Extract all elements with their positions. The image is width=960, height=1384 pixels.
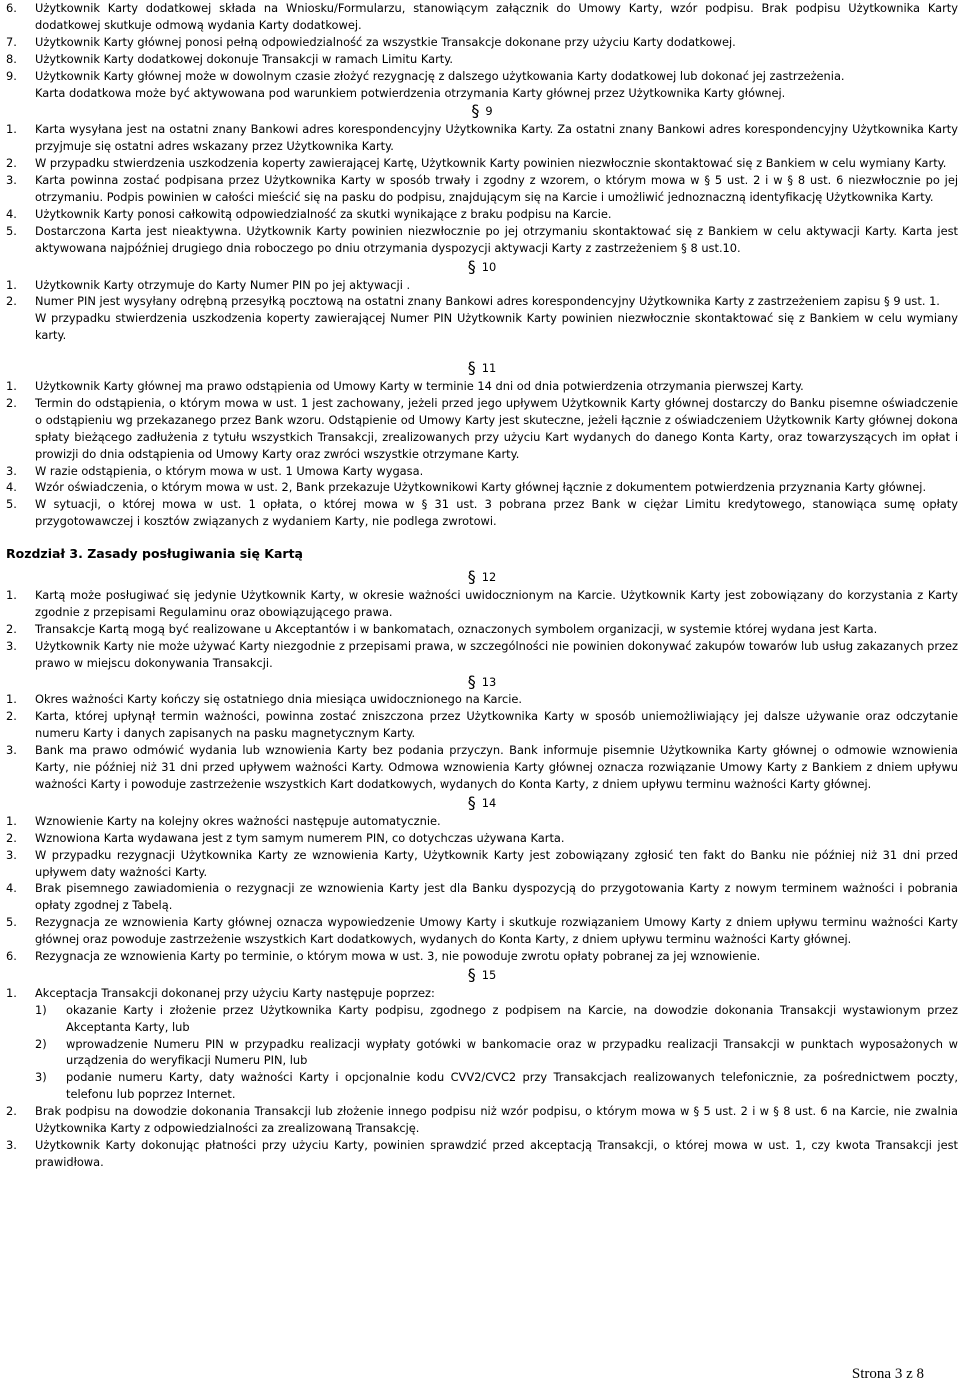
item-number: 3. <box>6 1138 17 1152</box>
section-symbol: § <box>467 256 476 276</box>
item-number: 5. <box>6 915 17 930</box>
section-heading <box>6 360 958 377</box>
list-item <box>6 1103 958 1137</box>
item-number: 2. <box>6 621 17 636</box>
item-number: 3. <box>6 638 17 653</box>
list-item <box>6 587 958 621</box>
item-number: 1. <box>6 588 17 602</box>
section-heading <box>6 792 958 812</box>
item-number: 4. <box>6 881 17 896</box>
list-item <box>6 479 958 496</box>
item-text: Transakcje Kartą mogą być realizowane u Akceptantów i w bankomatach, oznaczonych symbolem organizacji, w systemie której wydana jest Karta. <box>35 621 878 636</box>
item-text: Użytkownik Karty głównej może w dowolnym czasie złożyć rezygnację z dalszego użytkowania Karty dodatkowej lub dokonać jej zastrzeżenia. <box>35 68 845 83</box>
item-number: 3. <box>6 847 17 862</box>
item-number: 7. <box>6 34 17 49</box>
section-number: 9 <box>485 104 493 119</box>
item-text: Użytkownik Karty dodatkowej dokonuje Transakcji w ramach Limitu Karty. <box>35 51 453 66</box>
section-symbol: § <box>471 101 480 121</box>
item-text: W sytuacji, o której mowa w ust. 1 opłata, o której mowa w § 31 ust. 3 pobrana przez Bank w ciężar Limitu kredytowego, stanowiąca sumę opłaty przygotowawczej i kosztów związanych z wydaniem Karty, nie podlega zwrotowi. <box>35 497 958 529</box>
list-item <box>6 463 958 480</box>
item-text: Numer PIN jest wysyłany odrębną przesyłką pocztową na ostatni znany Bankowi adres korespondencyjny Użytkownika Karty z zastrzeżeniem zapisu § 9 ust. 1. <box>35 294 940 309</box>
document-body <box>6 0 958 1171</box>
section-symbol: § <box>467 792 476 812</box>
item-number: 3. <box>6 463 17 478</box>
item-text: Brak pisemnego zawiadomienia o rezygnacji ze wznowienia Karty jest dla Banku dyspozycją do przygotowania Karty z nowym terminem ważności i pobrania opłaty zgodnej z Tabelą. <box>35 881 958 913</box>
paragraph: W przypadku stwierdzenia uszkodzenia koperty zawierającej Numer PIN Użytkownik Karty powinien niezwłocznie skontaktować się z Bankiem w celu wymiany karty. <box>35 311 958 343</box>
list-item <box>6 847 958 881</box>
item-text: W razie odstąpienia, o którym mowa w ust. 1 Umowa Karty wygasa. <box>35 463 424 478</box>
list-item <box>6 621 958 638</box>
item-number: 2. <box>6 395 17 410</box>
paragraph: Karta dodatkowa może być aktywowana pod warunkiem potwierdzenia otrzymania Karty głównej przez Użytkownika Karty głównej. <box>35 85 786 100</box>
item-text: Dostarczona Karta jest nieaktywna. Użytkownik Karty powinien niezwłocznie po jej otrzymaniu skontaktować się z Bankiem w celu aktywacji Karty. Karta jest aktywowana najpóźniej drugiego dnia roboczego po dniu otrzymania dyspozycji aktywacji Karty z zastrzeżeniem § 8 ust.10. <box>35 223 958 255</box>
sub-item-text: podanie numeru Karty, daty ważności Karty i opcjonalnie kodu CVV2/CVC2 przy Transakcjach realizowanych telefonicznie, za pośrednictwem poczty, telefonu lub poprzez Internet. <box>66 1070 958 1102</box>
item-number: 2. <box>6 294 17 309</box>
list-item <box>6 206 958 223</box>
item-number: 9. <box>6 68 17 83</box>
list-item <box>6 155 958 172</box>
section-heading <box>6 103 958 120</box>
section-heading <box>6 964 958 984</box>
item-text: Rezygnacja ze wznowienia Karty po terminie, o którym mowa w ust. 3, nie powoduje zwrotu opłaty pobranej za jej wznowienie. <box>35 949 761 964</box>
list-item <box>6 34 958 51</box>
item-text: Akceptacja Transakcji dokonanej przy użyciu Karty następuje poprzez: <box>35 985 435 1000</box>
item-number: 5. <box>6 497 17 512</box>
section-number: 13 <box>481 674 497 689</box>
page-number: Strona 3 z 8 <box>851 1366 924 1382</box>
chapter-heading: Rozdział 3. Zasady posługiwania się Kartą <box>6 546 303 562</box>
item-number: 6. <box>6 1 17 15</box>
item-text: Użytkownik Karty głównej ma prawo odstąpienia od Umowy Karty w terminie 14 dni od dnia potwierdzenia otrzymania pierwszej Karty. <box>35 379 804 394</box>
item-text: Wzór oświadczenia, o którym mowa w ust. 2, Bank przekazuje Użytkownikowi Karty głównej łącznie z dokumentem potwierdzenia przyznania Karty głównej. <box>35 480 927 495</box>
item-text: Karta, której upłynął termin ważności, powinna zostać zniszczona przez Użytkownika Karty w sposób uniemożliwiający jej dalsze używanie oraz odczytanie numeru Karty i danych zapisanych na pasku magnetycznym Karty. <box>35 709 958 741</box>
list-item <box>6 691 958 708</box>
item-number: 1. <box>6 277 17 292</box>
item-text: Użytkownik Karty otrzymuje do Karty Numer PIN po jej aktywacji . <box>35 277 411 292</box>
sub-list-item <box>6 1036 958 1070</box>
item-number: 2. <box>6 1104 17 1119</box>
item-text: Brak podpisu na dowodzie dokonania Transakcji lub złożenie innego podpisu niż wzór podpisu, o którym mowa w § 5 ust. 2 i w § 8 ust. 6 na Karcie, nie zwalnia Użytkownika Karty z odpowiedzialności za zrealizowaną Transakcję. <box>35 1104 958 1136</box>
item-number: 4. <box>6 206 17 221</box>
item-number: 1. <box>6 813 17 828</box>
list-item <box>6 68 958 85</box>
item-text: Użytkownik Karty dokonując płatności przy użyciu Karty, powinien sprawdzić przed akceptacją Transakcji, o której mowa w ust. 1, czy kwota Transakcji jest prawidłowa. <box>35 1138 958 1169</box>
list-item <box>6 708 958 742</box>
item-number: 2. <box>6 830 17 845</box>
list-item <box>6 121 958 155</box>
item-number: 4. <box>6 480 17 495</box>
item-text: Karta wysyłana jest na ostatni znany Bankowi adres korespondencyjny Użytkownika Karty. Za ostatni znany Bankowi adres korespondencyjny Użytkownika Karty przyjmuje się ostatni adres wskazany przez Użytkownika Karty. <box>35 122 958 154</box>
section-number: 15 <box>481 967 497 982</box>
item-number: 3. <box>6 173 17 188</box>
item-number: 2. <box>6 709 17 724</box>
list-item <box>6 830 958 847</box>
item-number: 1. <box>6 985 17 1000</box>
sub-list-item <box>6 1002 958 1036</box>
section-symbol: § <box>467 964 476 984</box>
item-number: 1. <box>6 692 17 707</box>
list-item <box>6 638 958 672</box>
item-text: Okres ważności Karty kończy się ostatniego dnia miesiąca uwidocznionego na Karcie. <box>35 692 523 707</box>
sub-list-item <box>6 1069 958 1103</box>
item-number: 2. <box>6 156 17 171</box>
list-item <box>6 378 958 395</box>
item-number: 8. <box>6 51 17 66</box>
list-item <box>6 277 958 294</box>
section-symbol: § <box>467 671 476 691</box>
item-text: Użytkownik Karty głównej ponosi pełną odpowiedzialność za wszystkie Transakcje dokonane przy użyciu Karty dodatkowej. <box>35 34 736 49</box>
list-item <box>6 948 958 965</box>
sub-item-number: 3) <box>35 1070 47 1085</box>
list-item <box>6 985 958 1002</box>
item-text: Wznowiona Karta wydawana jest z tym samym numerem PIN, co dotychczas używana Karta. <box>35 830 565 845</box>
sub-item-number: 1) <box>35 1002 47 1017</box>
section-heading <box>6 569 958 586</box>
item-text: Bank ma prawo odmówić wydania lub wznowienia Karty bez podania przyczyn. Bank informuje pisemnie Użytkownika Karty głównej o odmowie wznowienia Karty, nie później niż 31 dni przed upływem ważności Karty. Odmowa wznowienia Karty głównej oznacza rozwiązanie Umowy Karty z Bankiem z dniem upływu ważności Karty i powoduje zastrzeżenie wszystkich Kart dodatkowych, wydanych do Konta Karty, z dniem upływu terminu ważności Karty głównej. <box>35 743 958 791</box>
item-text: Termin do odstąpienia, o którym mowa w ust. 1 jest zachowany, jeżeli przed jego upływem Użytkownik Karty głównej dostarczy do Banku pisemne oświadczenie o odstąpieniu wg przekazanego przez Bank wzoru. Odstąpienie od Umowy Karty jest skuteczne, jeżeli łącznie z oświadczeniem Użytkownik Karty głównej dokona spłaty bieżącego zadłużenia z tytułu wszystkich Transakcji, zrealizowanych przy użyciu Kart wydanych do danego Konta Karty, oraz towarzyszących im opłat i prowizji do dnia odstąpienia od Umowy Karty oraz zwróci wszystkie otrzymane Karty. <box>35 395 958 461</box>
item-text: Rezygnacja ze wznowienia Karty głównej oznacza wypowiedzenie Umowy Karty i skutkuje rozwiązaniem Umowy Karty z dniem upływu terminu ważności Karty głównej oraz powoduje zastrzeżenie wszystkich Kart dodatkowych, wydanych do Konta Karty, z dniem upływu terminu ważności Karty głównej. <box>35 915 958 947</box>
item-text: Kartą może posługiwać się jedynie Użytkownik Karty, w okresie ważności uwidocznionym na Karcie. Użytkownik Karty jest zobowiązany do korzystania z Karty zgodnie z przepisami Regulaminu oraz obowiązującego prawa. <box>35 588 958 619</box>
item-number: 1. <box>6 122 17 137</box>
spacer <box>6 344 958 358</box>
section-symbol: § <box>467 567 476 587</box>
item-number: 6. <box>6 949 17 964</box>
item-text: W przypadku rezygnacji Użytkownika Karty ze wznowienia Karty, Użytkownik Karty jest zobowiązany zgłosić ten fakt do Banku nie później niż 31 dni przed upływem daty ważności Karty. <box>35 847 958 879</box>
list-item <box>6 395 958 463</box>
item-number: 5. <box>6 223 17 238</box>
item-text: Karta powinna zostać podpisana przez Użytkownika Karty w sposób trwały i zgodny z wzorem, o którym mowa w § 5 ust. 2 i w § 8 ust. 6 niezwłocznie po jej otrzymaniu. Podpis powinien w całości mieścić się na pasku do podpisu, znajdującym się na Karcie i umożliwić jednoznaczną identyfikację Użytkownika Karty. <box>35 173 958 204</box>
item-number: 1. <box>6 379 17 394</box>
list-item <box>6 293 958 310</box>
list-item <box>6 914 958 948</box>
section-symbol: § <box>467 358 476 378</box>
item-text: Użytkownik Karty dodatkowej składa na Wniosku/Formularzu, stanowiącym załącznik do Umowy Karty, wzór podpisu. Brak podpisu Użytkownika Karty dodatkowej skutkuje odmową wydania Karty dodatkowej. <box>35 1 958 32</box>
section-number: 14 <box>481 795 497 810</box>
sub-item-number: 2) <box>35 1036 47 1051</box>
list-item <box>6 742 958 793</box>
item-text: Wznowienie Karty na kolejny okres ważności następuje automatycznie. <box>35 813 441 828</box>
list-item <box>6 51 958 68</box>
section-heading <box>6 671 958 691</box>
list-item <box>6 172 958 206</box>
list-item <box>6 223 958 257</box>
list-item <box>6 0 958 34</box>
list-item <box>6 496 958 530</box>
item-text: W przypadku stwierdzenia uszkodzenia koperty zawierającej Kartę, Użytkownik Karty powinien niezwłocznie skontaktować się z Bankiem w celu wymiany Karty. <box>35 156 947 171</box>
list-item <box>6 1137 958 1171</box>
list-item <box>6 880 958 914</box>
item-text: Użytkownik Karty ponosi całkowitą odpowiedzialność za skutki wynikające z braku podpisu na Karcie. <box>35 206 612 221</box>
sub-item-text: okazanie Karty i złożenie przez Użytkownika Karty podpisu, zgodnego z podpisem na Karcie, na dowodzie dokonania Transakcji wystawionym przez Akceptanta Karty, lub <box>66 1002 958 1034</box>
sub-item-text: wprowadzenie Numeru PIN w przypadku realizacji wypłaty gotówki w bankomacie oraz w przypadku realizacji Transakcji w punktach wyposażonych w urządzenia do weryfikacji Numeru PIN, lub <box>66 1036 958 1068</box>
section-heading <box>6 256 958 276</box>
section-number: 11 <box>481 361 497 376</box>
item-text: Użytkownik Karty nie może używać Karty niezgodnie z przepisami prawa, w szczególności nie powinien dokonywać zakupów towarów lub usług zakazanych przez prawo w miejscu dokonywania Transakcji. <box>35 638 958 670</box>
item-number: 3. <box>6 743 17 758</box>
list-item <box>6 813 958 830</box>
section-number: 12 <box>481 570 497 585</box>
section-number: 10 <box>481 259 497 274</box>
